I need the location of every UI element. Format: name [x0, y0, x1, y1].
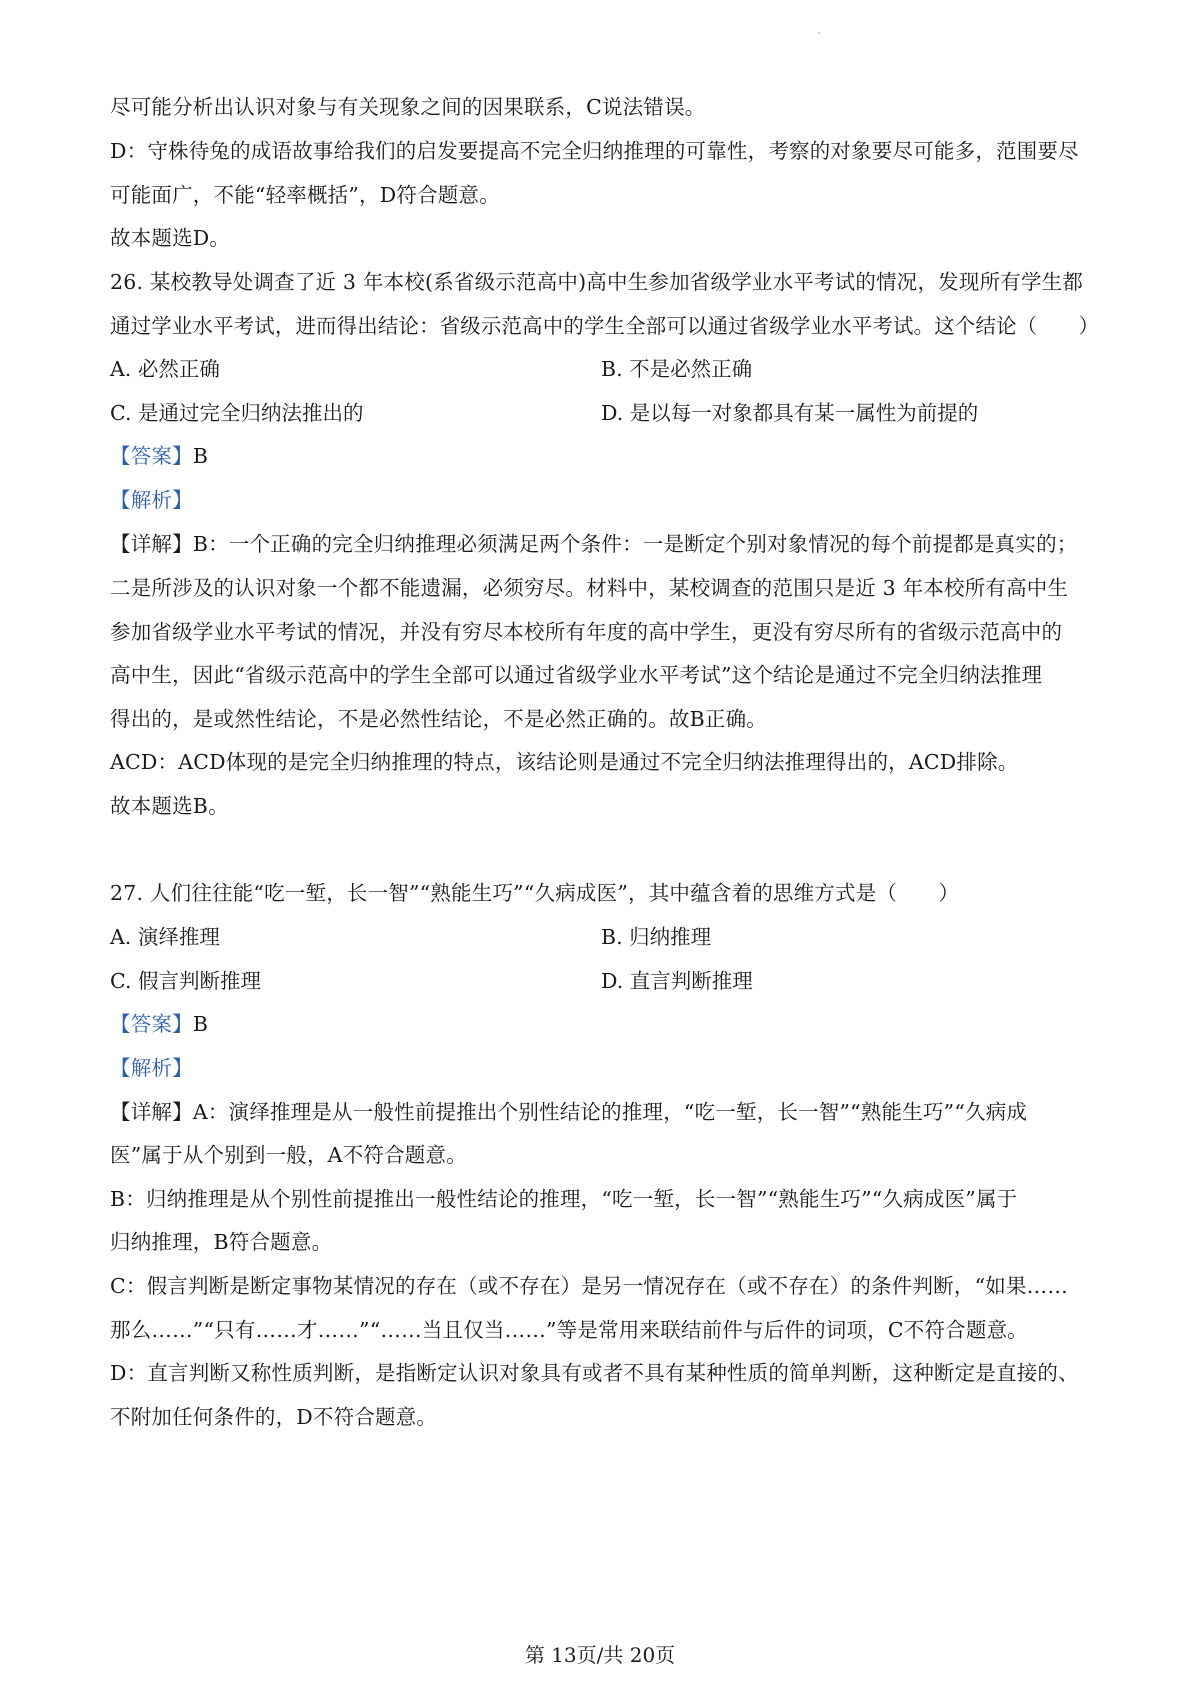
q26-answer — [110, 441, 1100, 471]
q27-answer — [110, 1009, 1100, 1039]
q27-detail-line: 不附加任何条件的，D不符合题意。 — [110, 1405, 438, 1429]
q26-detail-line: 得出的，是或然性结论，不是必然性结论，不是必然正确的。故B正确。 — [110, 707, 767, 731]
analysis-tag: 【解析】 — [110, 1056, 193, 1080]
page-number: 第 13页/共 20页 — [524, 1643, 676, 1667]
q27-detail-line: 那么……”“只有……才……”“……当且仅当……”等是常用来联结前件与后件的词项，C不符合题意。 — [110, 1318, 1028, 1342]
scan-dot — [818, 32, 820, 34]
q26-detail-line: 参加省级学业水平考试的情况，并没有穷尽本校所有年度的高中学生，更没有穷尽所有的省级示范高中的 — [110, 620, 1063, 644]
q27-stem-line: 27. 人们往往能“吃一堑，长一智”“熟能生巧”“久病成医”，其中蕴含着的思维方式是（ ） — [110, 881, 960, 905]
q27-detail-line: D：直言判断又称性质判断，是指断定认识对象具有或者不具有某种性质的简单判断，这种断定是直接的、 — [110, 1361, 1079, 1385]
q26-detail-line: ACD：ACD体现的是完全归纳推理的特点，该结论则是通过不完全归纳法推理得出的，ACD排除。 — [110, 750, 1019, 774]
q26-stem-line: 26. 某校教导处调查了近 3 年本校(系省级示范高中)高中生参加省级学业水平考试的情况，发现所有学生都 — [110, 270, 1084, 294]
q27-detail-line — [110, 1097, 1100, 1127]
q26-stem-line: 通过学业水平考试，进而得出结论：省级示范高中的学生全部可以通过省级学业水平考试。这个结论（ ） — [110, 314, 1100, 338]
q27-option-a: A. 演绎推理 — [110, 925, 220, 949]
q27-detail-line: C：假言判断是断定事物某情况的存在（或不存在）是另一情况存在（或不存在）的条件判断，“如果…… — [110, 1274, 1069, 1298]
prev-explanation-line: 可能面广，不能“轻率概括”，D符合题意。 — [110, 183, 500, 207]
q27-option-d: D. 直言判断推理 — [601, 969, 753, 993]
analysis-tag: 【解析】 — [110, 488, 193, 512]
q27-detail-line: 归纳推理，B符合题意。 — [110, 1230, 333, 1254]
prev-explanation-line: D：守株待兔的成语故事给我们的启发要提高不完全归纳推理的可靠性，考察的对象要尽可能多，范围要尽 — [110, 139, 1079, 163]
answer-value: B — [192, 444, 209, 468]
detail-text: A：演绎推理是从一般性前提推出个别性结论的推理，“吃一堑，长一智”“熟能生巧”“久病成 — [192, 1100, 1028, 1124]
q26-option-b: B. 不是必然正确 — [601, 357, 753, 381]
q26-option-a: A. 必然正确 — [110, 357, 220, 381]
q26-detail-line: 二是所涉及的认识对象一个都不能遗漏，必须穷尽。材料中，某校调查的范围只是近 3 年本校所有高中生 — [110, 576, 1069, 600]
q27-detail-line: B：归纳推理是从个别性前提推出一般性结论的推理，“吃一堑，长一智”“熟能生巧”“久病成医”属于 — [110, 1187, 1018, 1211]
detail-tag: 【详解】 — [110, 1100, 193, 1124]
detail-tag: 【详解】 — [110, 532, 193, 556]
q27-option-c: C. 假言判断推理 — [110, 969, 261, 993]
q26-analysis-heading — [110, 485, 1100, 515]
answer-tag: 【答案】 — [110, 444, 193, 468]
q26-option-d: D. 是以每一对象都具有某一属性为前提的 — [601, 401, 979, 425]
prev-conclusion: 故本题选D。 — [110, 226, 231, 250]
q26-detail-line — [110, 529, 1100, 559]
q27-detail-line: 医”属于从个别到一般，A不符合题意。 — [110, 1143, 467, 1167]
q27-analysis-heading — [110, 1053, 1100, 1083]
answer-value: B — [192, 1012, 209, 1036]
q26-conclusion: 故本题选B。 — [110, 794, 229, 818]
q27-option-b: B. 归纳推理 — [601, 925, 712, 949]
answer-tag: 【答案】 — [110, 1012, 193, 1036]
q26-detail-line: 高中生，因此“省级示范高中的学生全部可以通过省级学业水平考试”这个结论是通过不完全归纳法推理 — [110, 663, 1043, 687]
prev-explanation-line: 尽可能分析出认识对象与有关现象之间的因果联系，C说法错误。 — [110, 95, 706, 119]
q26-option-c: C. 是通过完全归纳法推出的 — [110, 401, 364, 425]
detail-text: B：一个正确的完全归纳推理必须满足两个条件：一是断定个别对象情况的每个前提都是真实的； — [192, 532, 1078, 556]
